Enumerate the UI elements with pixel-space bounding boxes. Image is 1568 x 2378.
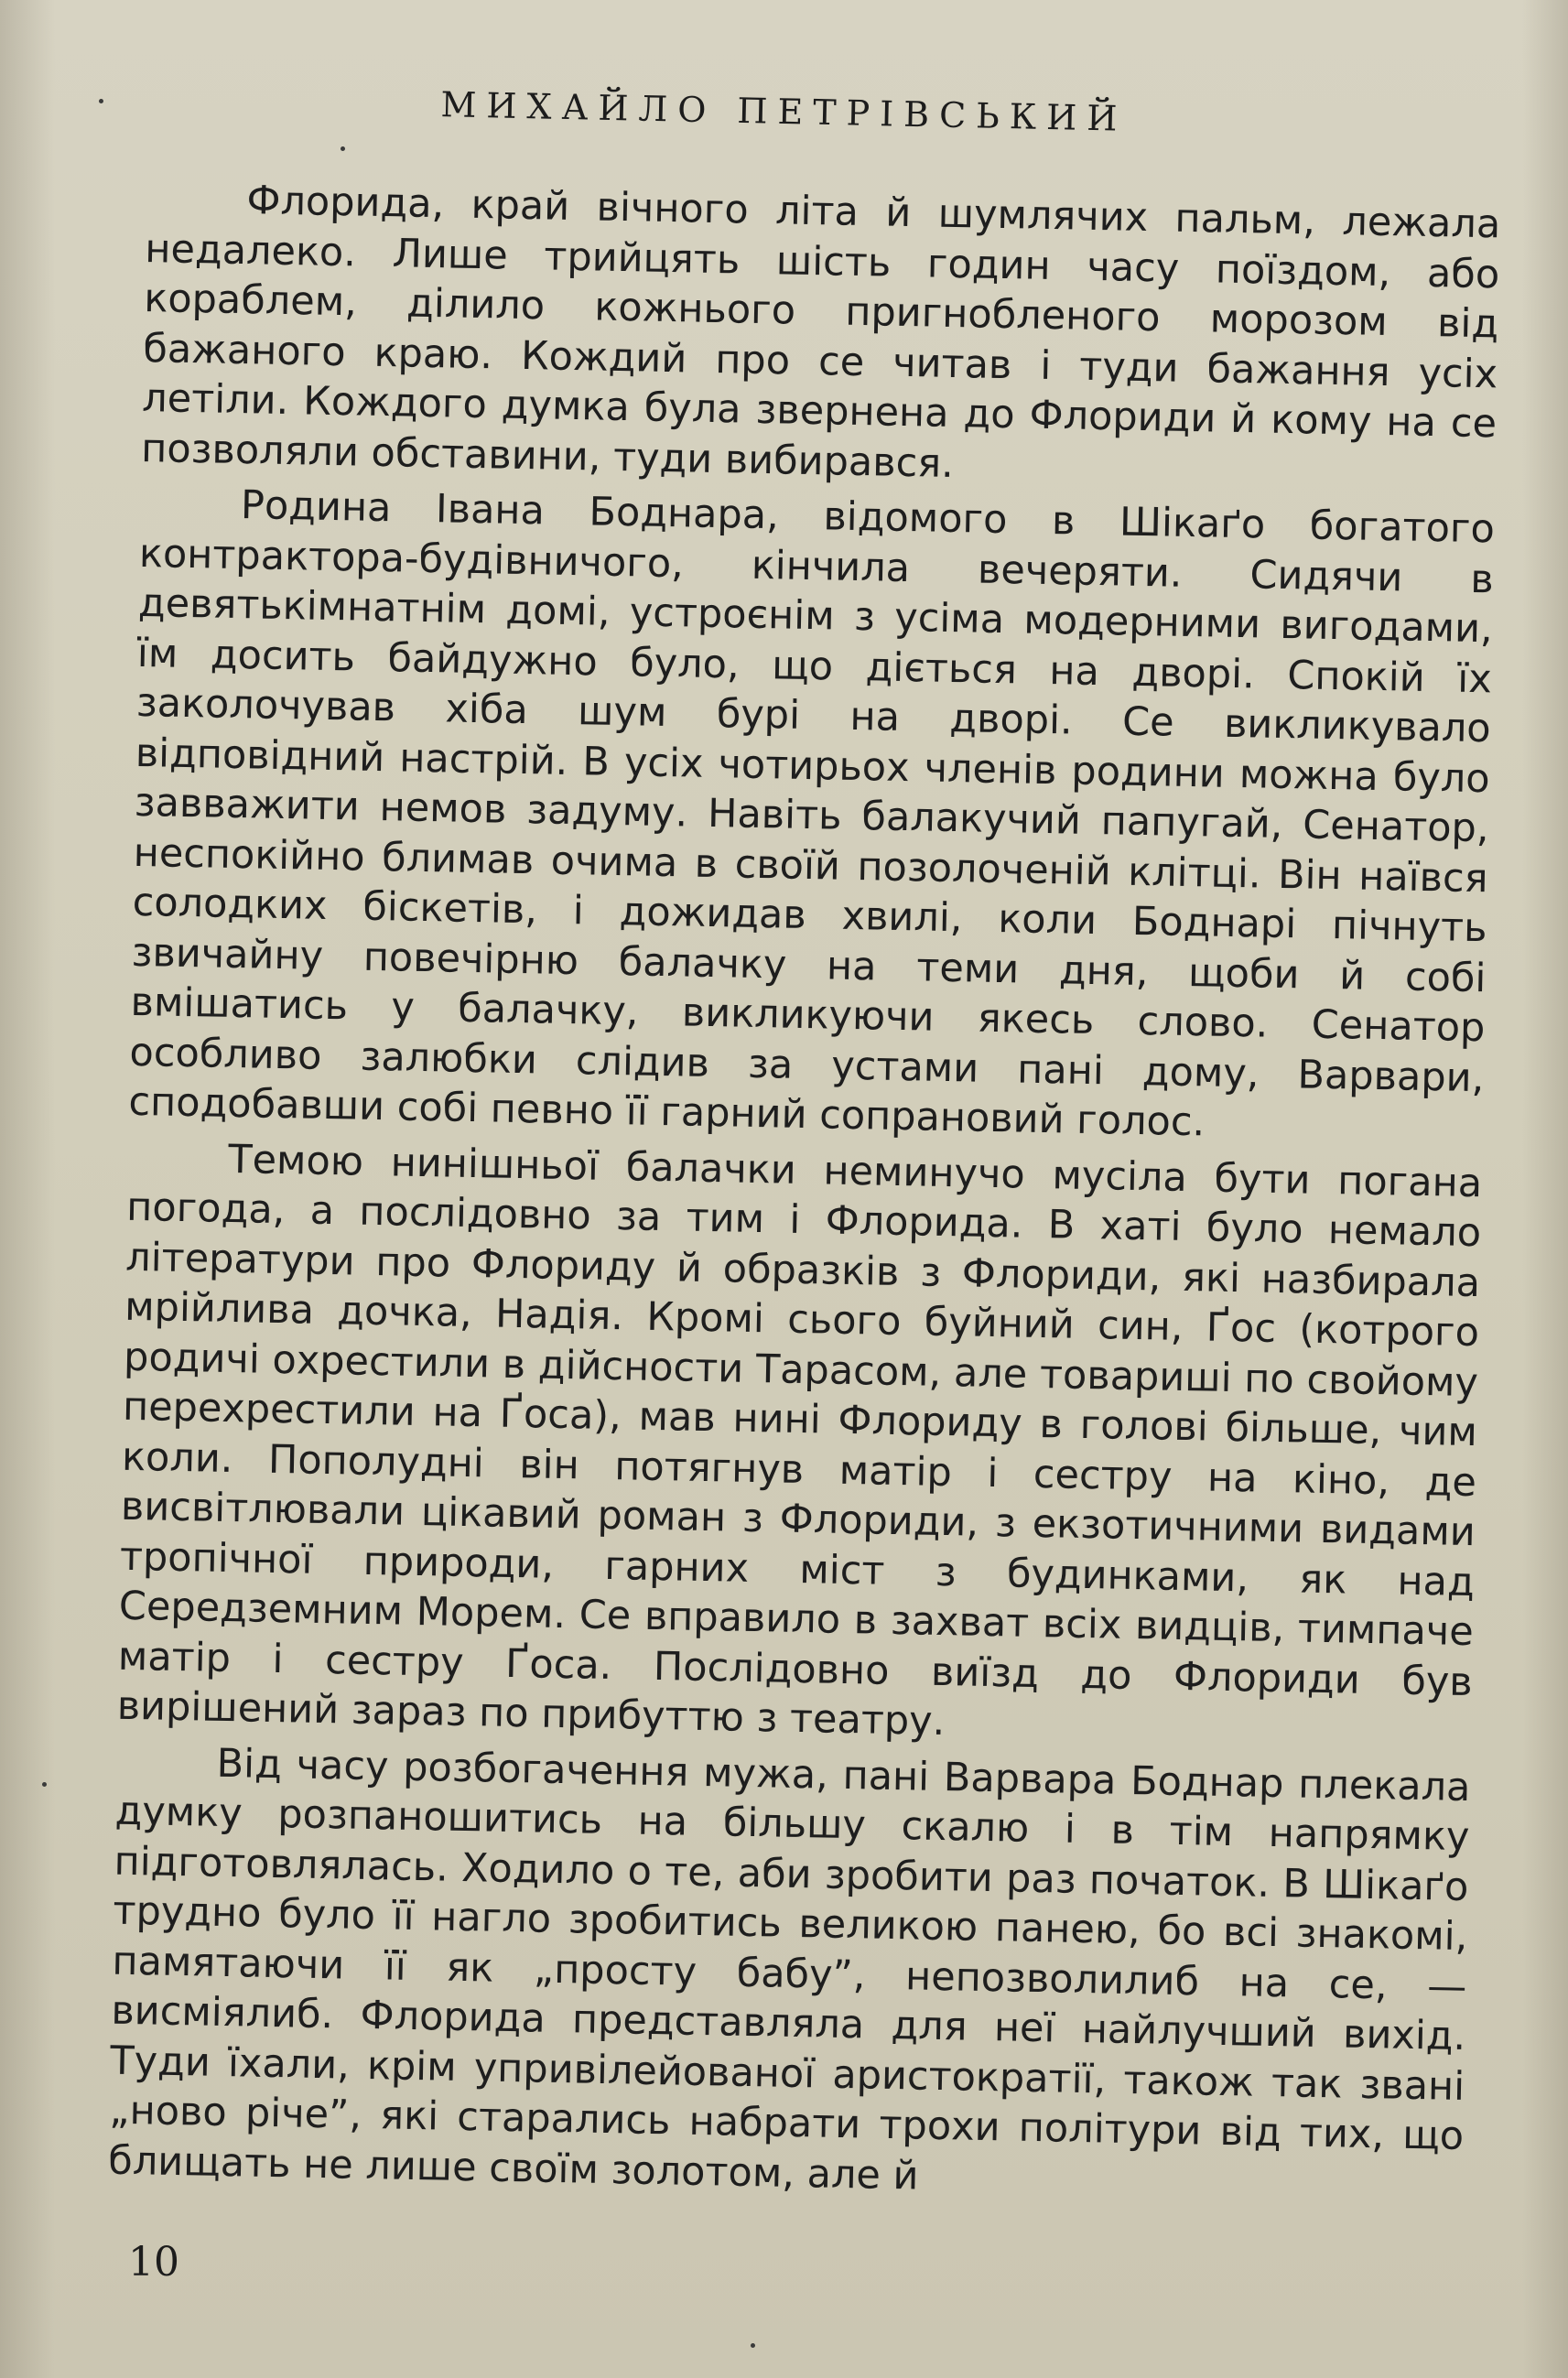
page-number: 10 — [128, 2239, 179, 2286]
running-title: МИХАЙЛО ПЕТРІВСЬКИЙ — [440, 84, 1128, 139]
body-text — [108, 174, 1501, 2217]
paper-speck — [341, 146, 345, 151]
paragraph: Темою нинішньої балачки неминучо мусіла бути погана погода, а послідовно за тим і Флорида. В хаті було немало літератури про Флориду й образків з Флориди, які назбирала мрійлива дочка, Надія. Кромі сього буйний син, Ґос (котрого родичі охрестили в дійсности Тарасом, але товариші по свойому перехрестили на Ґоса), мав нині Флориду в голові більше, чим коли. Пополудні він потягнув матір і сестру на кіно, де висвітлювали цікавий роман з Флориди, з екзотичними видами тропічної природи, гарних міст з будинками, як над Середземним Морем. Се вправило в захват всіх видців, тимпаче матір і сестру Ґоса. Послідовно виїзд до Флориди був вирішений зараз по прибуттю з театру. — [116, 1136, 1483, 1746]
paragraph: Родина Івана Боднара, відомого в Шікаґо богатого контрактора-будівничого, кінчила вечеряти. Сидячи в девятькімнатнім домі, устроєнім з усіма модерними вигодами, їм досить байдужно було, що діється на дворі. Спокій їх заколочував хіба шум бурі на дворі. Се викликувало відповідний настрій. В усіх чотирьох членів родини можна було завважити немов задуму. Навіть балакучий папугай, Сенатор, неспокійно блимав очима в своїй позолоченій клітці. Він наївся солодких біскетів, і дожидав хвилі, коли Боднарі пічнуть звичайну повечірню балачку на теми дня, щоби й собі вмішатись у балачку, викликуючи якесь слово. Сенатор особливо залюбки слідив за устами пані дому, Варвари, сподобавши собі певно її гарний сопрановий голос. — [128, 482, 1496, 1146]
paragraph: Від часу розбогачення мужа, пані Варвара Боднар плекала думку розпаношитись на більшу скалю і в тім напрямку підготовлялась. Ходило о те, аби зробити раз початок. В Шікаґо трудно було її нагло зробитись великою панею, бо всі знакомі, памятаючи її як „просту бабу”, непозволилиб на се, — висміялиб. Флорида представляла для неї найлучший вихід. Туди їхали, крім упривілейованої аристократії, також так звані „ново річе”, які старались набрати трохи політури від тих, що блищать не лише своїм золотом, але й — [107, 1740, 1471, 2200]
paper-speck — [99, 99, 103, 103]
paper-speck — [42, 1782, 47, 1787]
paragraph: Флорида, край вічного літа й шумлячих пальм, лежала недалеко. Лише трийцять шість годин часу поїздом, або кораблем, ділило кожнього пригнобленого морозом від бажаного краю. Кождий про се читав і туди бажання усіх летіли. Кождого думка була звернена до Флориди й кому на се позволяли обставини, туди вибирався. — [140, 178, 1501, 487]
paper-speck — [751, 2343, 755, 2348]
